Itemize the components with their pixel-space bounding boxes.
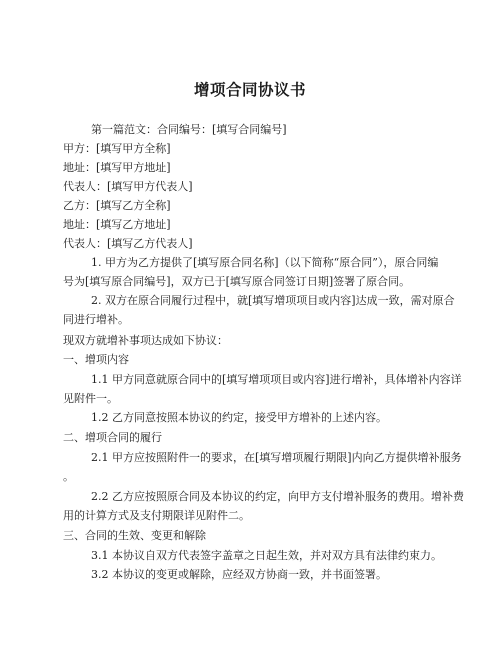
party-a-address: 地址：[填写甲方地址]	[63, 161, 171, 174]
party-b-address: 地址：[填写乙方地址]	[63, 218, 171, 231]
clause-1-2: 1.2 乙方同意按照本协议的约定，接受甲方增补的上述内容。	[91, 411, 387, 424]
party-b-representative: 代表人：[填写乙方代表人]	[63, 237, 193, 250]
clause-1-1-line-2: 见附件一。	[63, 392, 118, 405]
intro-contract-number: 第一篇范文：合同编号：[填写合同编号]	[91, 123, 287, 136]
section-3-heading: 三、合同的生效、变更和解除	[63, 529, 206, 542]
clause-3-2: 3.2 本协议的变更或解除，应经双方协商一致，并书面签署。	[91, 568, 387, 581]
section-2-heading: 二、增项合同的履行	[63, 431, 162, 444]
party-b-name: 乙方：[填写乙方全称]	[63, 199, 171, 212]
clause-2-2-line-2: 用的计算方式及支付期限详见附件二。	[63, 509, 250, 522]
clause-2-1-line-1: 2.1 甲方应按照附件一的要求，在[填写增项履行期限]内向乙方提供增补服务	[91, 451, 462, 464]
section-1-heading: 一、增项内容	[63, 353, 129, 366]
clause-1-1-line-1: 1.1 甲方同意就原合同中的[填写增项项目或内容]进行增补，具体增补内容详	[91, 373, 462, 386]
clause-2-line-2: 同进行增补。	[63, 313, 129, 326]
clause-2-1-line-2: 。	[63, 470, 74, 483]
document-title: 增项合同协议书	[193, 81, 306, 99]
party-a-name: 甲方：[填写甲方全称]	[63, 142, 171, 155]
clause-1-line-2: 号为[填写原合同编号]，双方已于[填写原合同签订日期]签署了原合同。	[63, 275, 411, 288]
party-a-representative: 代表人：[填写甲方代表人]	[63, 180, 193, 193]
clause-2-2-line-1: 2.2 乙方应按照原合同及本协议的约定，向甲方支付增补服务的费用。增补费	[91, 490, 464, 503]
clause-1-line-1: 1. 甲方为乙方提供了[填写原合同名称]（以下简称“原合同”），原合同编	[91, 256, 439, 269]
clause-3-1: 3.1 本协议自双方代表签字盖章之日起生效，并对双方具有法律约束力。	[91, 549, 442, 562]
clause-2-line-1: 2. 双方在原合同履行过程中，就[填写增项项目或内容]达成一致，需对原合	[91, 294, 455, 307]
agreement-lead-in: 现双方就增补事项达成如下协议：	[63, 334, 228, 347]
